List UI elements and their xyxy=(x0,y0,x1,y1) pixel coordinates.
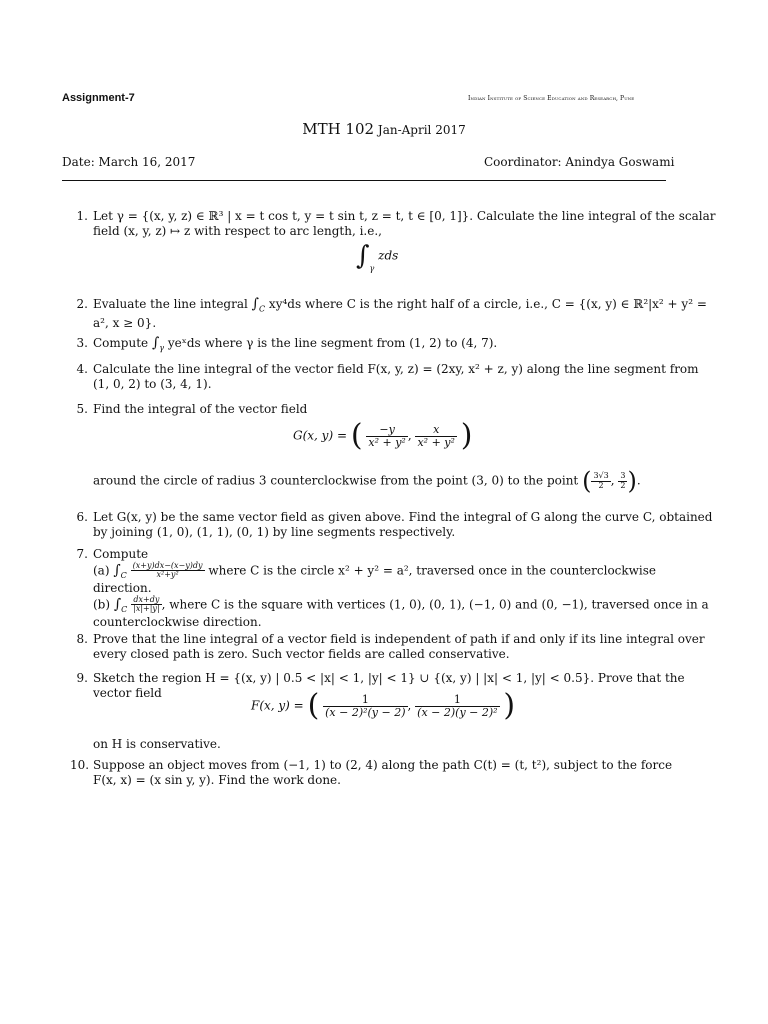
q8-line-2: every closed path is zero. Such vector fields are called conservative. xyxy=(93,647,510,661)
question-4 xyxy=(70,362,699,392)
q4-line-2: (1, 0, 2) to (3, 4, 1). xyxy=(93,377,212,391)
q1-line-2: field (x, y, z) ↦ z with respect to arc length, i.e., xyxy=(93,224,382,238)
q5-line-2: around the circle of radius 3 counterclockwise from the point (3, 0) to the point ( $\frac{3√3}{2}$ , $\frac{3}{2}$ ). xyxy=(93,467,641,495)
question-number: 2. xyxy=(76,297,88,311)
q5-line-1: Find the integral of the vector field xyxy=(93,402,308,416)
q2-line-1: Evaluate the line integral $\int_C$ xy⁴ds where C is the right half of a circle, i.e., C = {(x, y) ∈ ℝ²|x² + y² = xyxy=(93,296,707,314)
question-1 xyxy=(70,209,716,283)
question-number: 7. xyxy=(76,547,88,561)
date-line: Date: March 16, 2017 xyxy=(62,155,196,169)
header-rule xyxy=(62,180,666,181)
question-number: 10. xyxy=(70,758,90,772)
q6-line-2: by joining (1, 0), (1, 1), (0, 1) by line segments respectively. xyxy=(93,525,456,539)
question-number: 5. xyxy=(76,402,88,416)
q9-display-formula: F(x, y) = ( $\frac{1}{\text{(x − 2)²(y − 2)}}$ , $\frac{1}{\text{(x − 2)(y − 2)²}}$ ) xyxy=(251,688,516,723)
q10-line-1: Suppose an object moves from (−1, 1) to (2, 4) along the path C(t) = (t, t²), subject to the force xyxy=(93,758,673,772)
question-3: 3. Compute $\int_\gamma$ yeˣds where γ is the line segment from (1, 2) to (4, 7). xyxy=(70,336,670,355)
question-number: 1. xyxy=(76,209,88,223)
q1-line-1: Let γ = {(x, y, z) ∈ ℝ³ | x = t cos t, y = t sin t, z = t, t ∈ [0, 1]}. Calculate the line integral of the scalar xyxy=(93,209,716,223)
q4-line-1: Calculate the line integral of the vector field F(x, y, z) = (2xy, x² + z, y) along the line segment from xyxy=(93,362,699,376)
question-7 xyxy=(70,547,709,630)
q8-line-1: Prove that the line integral of a vector field is independent of path if and only if its line integral over xyxy=(93,632,705,646)
assignment-label: Assignment-7 xyxy=(62,92,135,104)
q7b-cont: counterclockwise direction. xyxy=(93,614,262,629)
coordinator-line: Coordinator: Anindya Goswami xyxy=(484,155,675,169)
q1-display-integral: $\int_\gamma$ zds xyxy=(356,241,399,273)
question-9 xyxy=(70,671,685,752)
q9-line-1: Sketch the region H = {(x, y) | 0.5 < |x| < 1, |y| < 1} ∪ {(x, y) | |x| < 1, |y| < 0.5}. Prove that the xyxy=(93,671,685,685)
question-number: 6. xyxy=(76,510,88,524)
q7-heading: Compute xyxy=(93,547,149,561)
institute-name: Indian Institute of Science Education and Research, Pune xyxy=(468,95,635,102)
question-8 xyxy=(70,632,705,662)
q10-line-2: F(x, x) = (x sin y, y). Find the work done. xyxy=(93,773,341,787)
question-10 xyxy=(70,758,673,788)
q6-line-1: Let G(x, y) be the same vector field as given above. Find the integral of G along the curve C, obtained xyxy=(93,510,713,524)
question-number: 4. xyxy=(76,362,88,376)
q7a-cont: direction. xyxy=(93,580,152,595)
question-5 xyxy=(70,402,670,493)
course-title: MTH 102 Jan-April 2017 xyxy=(302,120,466,138)
question-6 xyxy=(70,510,713,540)
question-number: 8. xyxy=(76,632,88,646)
q5-display-formula: G(x, y) = ( $\frac{-y}{\text{x² + y²}}$ , $\frac{x}{\text{x² + y²}}$ ) xyxy=(293,418,473,453)
question-2 xyxy=(70,296,707,331)
q9-line-3: on H is conservative. xyxy=(93,737,221,751)
q2-line-2: a², x ≥ 0}. xyxy=(93,316,157,331)
question-number: 3. xyxy=(76,336,88,350)
q9-line-2: vector field xyxy=(93,686,162,700)
q7b-line: (b) $\int_C$ $\frac{dx+dy}{|x|+|y|}$ , where C is the square with vertices (1, 0), (0, 1), (−1, 0) and (0, −1), traversed once in a xyxy=(93,594,709,614)
question-number: 9. xyxy=(76,671,88,685)
q7a-line: (a) $\int_C$ $\frac{(x+y)dx-(x-y)dy}{\text{x²+y²}}$ where C is the circle x² + y² = a², traversed once in the counterclockwise xyxy=(93,561,657,580)
